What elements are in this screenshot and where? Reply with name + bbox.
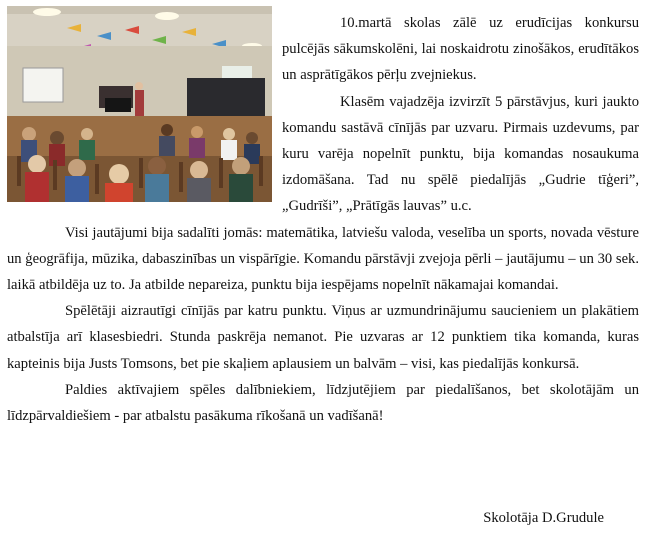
paragraph-results: Spēlētāji aizrautīgi cīnījās par katru punktu. Viņus ar uzmundrinājumu saucieniem un plakātiem atbalstīja arī klasesbiedri. Stunda paskrēja nemanot. Pie uzvaras ar 12 punktiem tika komanda, kuras kapteinis bija Justs Tomsons, bet pie skaļiem aplausiem un balvām – visi, kas piedalījās konkursā. — [7, 303, 639, 372]
paragraph-thanks: Paldies aktīvajiem spēles dalībniekiem, līdzjutējiem par piedalīšanos, bet skolotājām un līdzpārvaldiešiem - par atbalstu pasākuma rīkošanā un vadīšanā! — [7, 381, 639, 425]
paragraph-intro: 10.martā skolas zālē uz erudīcijas konkursu pulcējās sākumskolēni, lai noskaidrotu zinošākos, erudītākos un asprātīgākos pērļu zvejniekus. — [282, 15, 639, 84]
paragraph-questions: Visi jautājumi bija sadalīti jomās: matemātika, latviešu valoda, veselība un sports, novada vēsture un ģeogrāfija, mūzika, dabaszinības un vispārīgie. Komandu pārstāvji zvejoja pērli – jautājumu – un 30 sek. laikā atbildēja uz to. Ja atbilde nepareiza, punktu bija iespējams nopelnīt nākamajai komandai. — [7, 224, 639, 294]
article-body — [7, 10, 639, 429]
paragraph-teams: Klasēm vajadzēja izvirzīt 5 pārstāvjus, kuri jaukto komandu sastāvā cīnījās par uzvaru. Pirmais uzdevums, par kuru varēja nopelnīt punktu, bija komandas nosaukuma izdomāšana. Tad nu spēlē piedalījās „Gudrie tīģeri”, „Gudrīši”, „Prātīgās lauvas” u.c. — [282, 93, 639, 215]
photo-spacer — [7, 10, 282, 196]
signature: Skolotāja D.Grudule — [483, 510, 604, 526]
